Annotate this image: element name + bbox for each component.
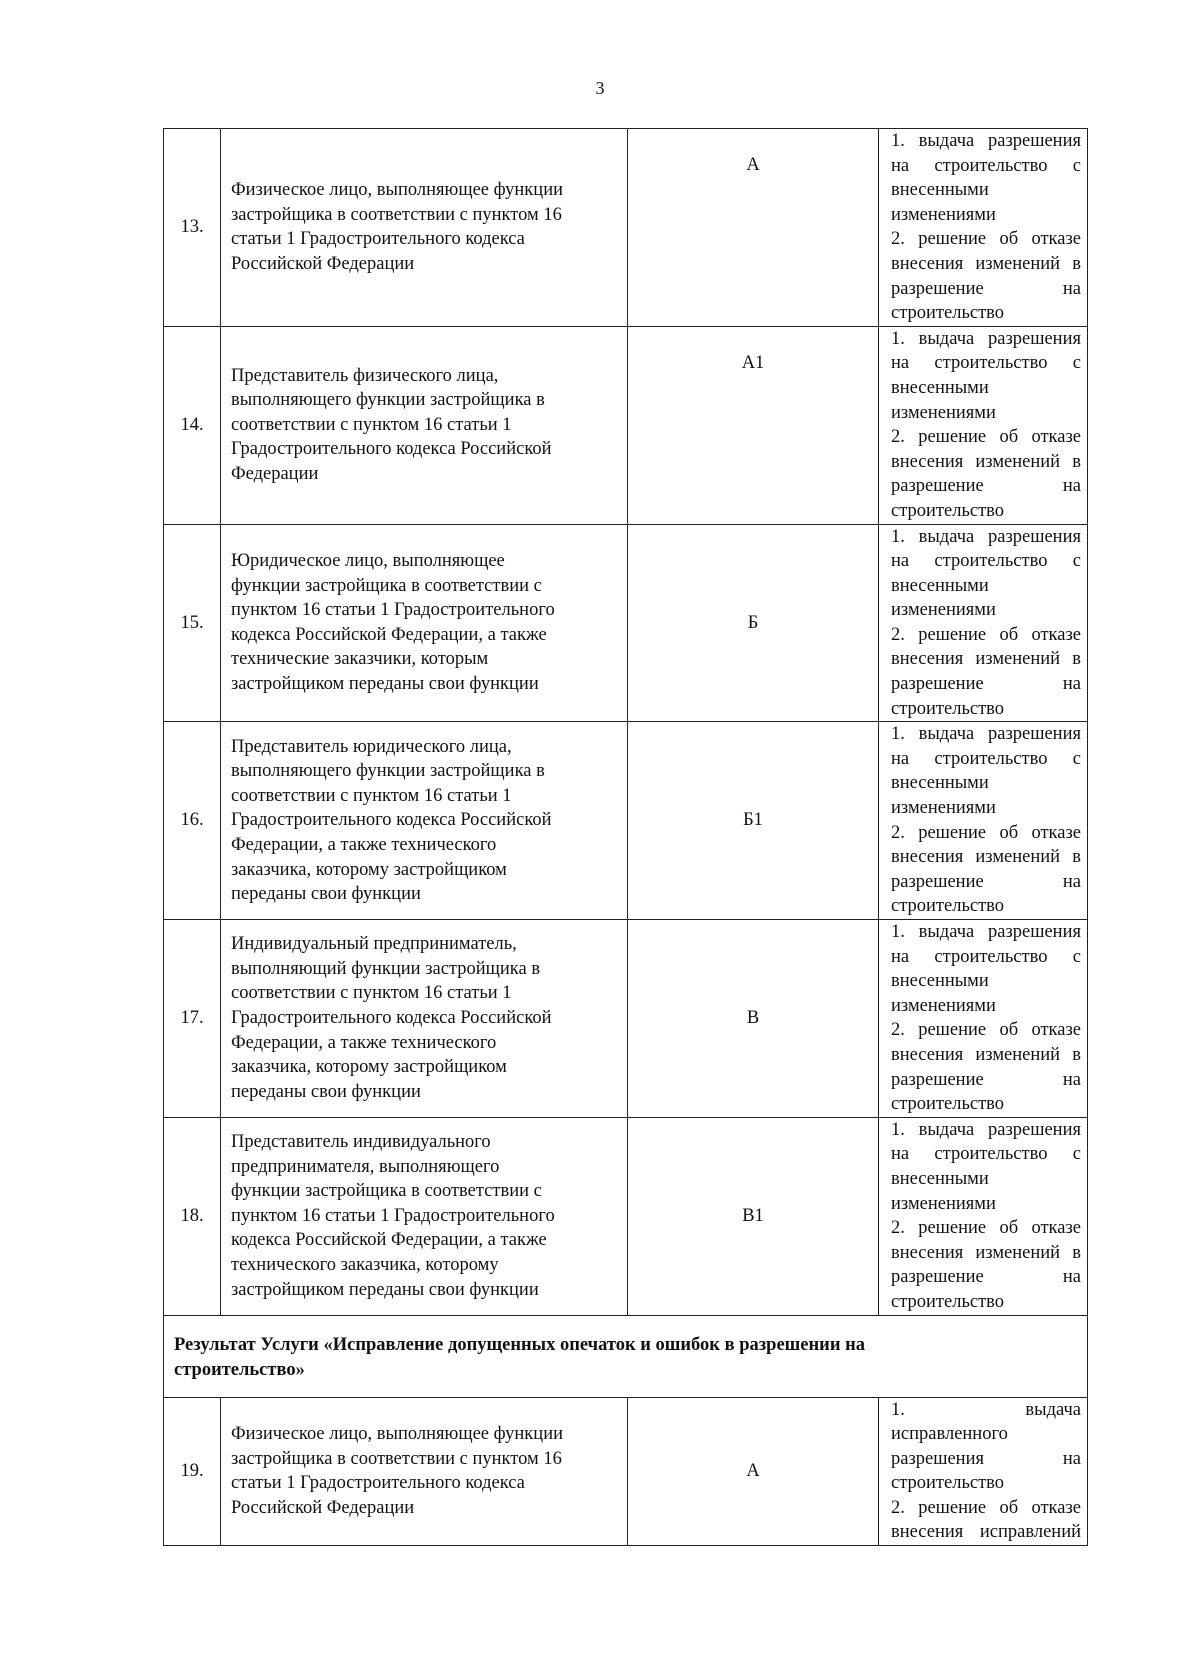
result-word: отказе — [1031, 624, 1081, 645]
result-word: разрешение — [891, 1069, 984, 1090]
row-number: 16. — [164, 722, 221, 920]
row-number: 17. — [164, 920, 221, 1118]
applicant-line: статьи 1 Градостроительного кодекса — [231, 1473, 525, 1494]
applicant-category — [221, 524, 628, 722]
result-line — [891, 1447, 1081, 1472]
result-line — [891, 969, 1081, 994]
result-word: отказе — [1031, 1020, 1081, 1041]
result-word: исправленного — [891, 1424, 1008, 1445]
result-line — [891, 252, 1081, 277]
result-word: строительство — [934, 551, 1048, 572]
applicant-line: функции застройщика в соответствии с — [231, 575, 542, 596]
table-row — [164, 722, 1088, 920]
row-number: 13. — [164, 129, 221, 327]
result-line — [891, 301, 1081, 326]
result-word: об — [999, 1218, 1019, 1239]
applicant-line: Российской Федерации — [231, 1497, 415, 1518]
result-word: разрешение — [891, 871, 984, 892]
table-row — [164, 1397, 1088, 1546]
result-word: внесенными — [891, 180, 989, 201]
section-heading — [164, 1315, 1088, 1397]
result-line — [891, 450, 1081, 475]
applicant-line: статьи 1 Градостроительного кодекса — [231, 229, 525, 250]
applicant-line: соответствии с пунктом 16 статьи 1 — [231, 983, 512, 1004]
result-word: на — [891, 155, 910, 176]
applicant-line: Представитель физического лица, — [231, 365, 499, 386]
result-word: в — [1072, 253, 1081, 274]
result-word: с — [1072, 946, 1081, 967]
applicant-line: соответствии с пунктом 16 статьи 1 — [231, 785, 512, 806]
result-word: внесения — [891, 649, 964, 670]
result-word: на — [1062, 1448, 1081, 1469]
result-line — [891, 203, 1081, 228]
variant-code: А1 — [628, 326, 879, 524]
result-word: решение — [918, 427, 987, 448]
result-word: изменениями — [891, 402, 996, 423]
result-line — [891, 1118, 1081, 1143]
result-word: внесения — [891, 253, 964, 274]
result-line — [891, 1422, 1081, 1447]
variant-code: А — [628, 129, 879, 327]
result-word: 2. — [891, 1218, 905, 1239]
section-heading-line: строительство» — [174, 1360, 305, 1380]
result-word: 1. — [891, 724, 905, 745]
result-word: на — [1062, 476, 1081, 497]
result-line — [891, 1398, 1081, 1423]
result-word: с — [1072, 551, 1081, 572]
applicant-line: кодекса Российской Федерации, а также — [231, 1230, 547, 1251]
result-line — [891, 821, 1081, 846]
result-word: внесенными — [891, 1168, 989, 1189]
result-word: изменений — [975, 847, 1061, 868]
result-word: в — [1072, 847, 1081, 868]
result-word: 1. — [891, 1399, 905, 1420]
applicant-line: предпринимателя, выполняющего — [231, 1156, 500, 1177]
result-word: об — [999, 624, 1019, 645]
result-word: внесенными — [891, 971, 989, 992]
result-line — [891, 425, 1081, 450]
section-heading-line: Результат Услуги «Исправление допущенных опечаток и ошибок в разрешении на — [174, 1335, 866, 1356]
result-description — [879, 920, 1088, 1118]
result-word: внесения — [891, 1242, 964, 1263]
applicant-line: переданы свои функции — [231, 1081, 421, 1102]
result-word: об — [999, 229, 1019, 250]
result-line — [891, 376, 1081, 401]
result-word: на — [891, 946, 910, 967]
applicant-line: Российской Федерации — [231, 253, 415, 274]
result-word: изменений — [975, 1242, 1061, 1263]
variant-code: В1 — [628, 1117, 879, 1315]
applicant-line: переданы свои функции — [231, 884, 421, 905]
result-word: строительство — [934, 155, 1048, 176]
result-word: разрешения — [891, 1448, 984, 1469]
result-word: исправлений — [979, 1522, 1081, 1543]
result-word: изменений — [975, 1044, 1061, 1065]
result-word: 2. — [891, 229, 905, 250]
result-word: выдача — [918, 328, 975, 349]
result-word: изменениями — [891, 1193, 996, 1214]
applicant-line: выполняющего функции застройщика в — [231, 761, 545, 782]
result-line — [891, 894, 1081, 919]
section-heading-row — [164, 1315, 1088, 1397]
result-word: внесенными — [891, 773, 989, 794]
result-word: выдача — [918, 131, 975, 151]
variant-code: В — [628, 920, 879, 1118]
result-description — [879, 129, 1088, 327]
applicant-line: соответствии с пунктом 16 статьи 1 — [231, 414, 512, 435]
result-description — [879, 1397, 1088, 1546]
result-line — [891, 1142, 1081, 1167]
result-word: разрешение — [891, 278, 984, 299]
result-word: решение — [918, 822, 987, 843]
result-line — [891, 920, 1081, 945]
applicant-line: технические заказчики, которым — [231, 649, 489, 670]
result-line — [891, 697, 1081, 722]
result-word: 1. — [891, 1119, 905, 1140]
result-word: изменениями — [891, 600, 996, 621]
result-description — [879, 722, 1088, 920]
applicant-line: технического заказчика, которому — [231, 1255, 499, 1276]
result-word: выдача — [918, 922, 975, 942]
result-line — [891, 623, 1081, 648]
result-line — [891, 474, 1081, 499]
result-word: решение — [918, 1020, 987, 1041]
result-word: об — [999, 1497, 1019, 1518]
result-word: 1. — [891, 922, 905, 942]
applicant-line: Федерации, а также технического — [231, 1032, 497, 1053]
result-line — [891, 1043, 1081, 1068]
result-word: строительство — [891, 1291, 1005, 1312]
applicant-line: кодекса Российской Федерации, а также — [231, 624, 547, 645]
applicant-line: Юридическое лицо, выполняющее — [231, 551, 505, 572]
result-word: внесения — [891, 451, 964, 472]
result-line — [891, 549, 1081, 574]
result-word: изменений — [975, 451, 1061, 472]
result-line — [891, 647, 1081, 672]
result-word: с — [1072, 1144, 1081, 1165]
result-word: внесенными — [891, 377, 989, 398]
result-line — [891, 747, 1081, 772]
applicant-line: застройщика в соответствии с пунктом 16 — [231, 1448, 562, 1469]
result-word: 2. — [891, 1497, 905, 1518]
result-line — [891, 672, 1081, 697]
result-word: на — [891, 1144, 910, 1165]
result-word: разрешение — [891, 674, 984, 695]
result-word: изменений — [975, 253, 1061, 274]
table-row — [164, 326, 1088, 524]
result-word: строительство — [891, 1473, 1005, 1494]
result-word: строительство — [934, 748, 1048, 769]
result-description — [879, 1117, 1088, 1315]
result-line — [891, 994, 1081, 1019]
result-line — [891, 574, 1081, 599]
applicant-line: Федерации, а также технического — [231, 834, 497, 855]
result-line — [891, 1496, 1081, 1521]
result-word: с — [1072, 155, 1081, 176]
row-number: 15. — [164, 524, 221, 722]
result-word: разрешения — [987, 131, 1081, 151]
result-word: выдача — [918, 1119, 975, 1140]
result-word: внесения — [891, 847, 964, 868]
result-line — [891, 129, 1081, 154]
table-row — [164, 1117, 1088, 1315]
result-word: отказе — [1031, 1218, 1081, 1239]
result-line — [891, 525, 1081, 550]
result-word: внесения — [891, 1044, 964, 1065]
result-word: на — [891, 551, 910, 572]
result-word: в — [1072, 649, 1081, 670]
result-line — [891, 796, 1081, 821]
result-word: на — [891, 353, 910, 374]
applicant-line: заказчика, которому застройщиком — [231, 1057, 507, 1078]
result-word: строительство — [891, 896, 1005, 917]
result-word: разрешение — [891, 476, 984, 497]
table-row — [164, 524, 1088, 722]
result-line — [891, 845, 1081, 870]
result-word: внесения — [891, 1522, 964, 1543]
variant-code: Б — [628, 524, 879, 722]
result-line — [891, 178, 1081, 203]
result-line — [891, 1092, 1081, 1117]
applicant-line: Физическое лицо, выполняющее функции — [231, 1424, 563, 1445]
result-word: 1. — [891, 131, 905, 151]
result-word: решение — [918, 1218, 987, 1239]
result-word: разрешения — [987, 1119, 1081, 1140]
result-word: выдача — [918, 526, 975, 547]
row-number: 14. — [164, 326, 221, 524]
applicant-line: Индивидуальный предприниматель, — [231, 934, 517, 955]
result-word: разрешения — [987, 922, 1081, 942]
result-word: строительство — [934, 946, 1048, 967]
applicant-category — [221, 920, 628, 1118]
result-line — [891, 1290, 1081, 1315]
results-table — [163, 128, 1088, 1546]
applicant-line: Федерации — [231, 464, 319, 485]
result-line — [891, 1471, 1081, 1496]
result-word: изменениями — [891, 798, 996, 819]
result-line — [891, 277, 1081, 302]
result-line — [891, 1216, 1081, 1241]
result-word: выдача — [918, 724, 975, 745]
table-row — [164, 129, 1088, 327]
result-line — [891, 401, 1081, 426]
applicant-line: застройщиком переданы свои функции — [231, 674, 539, 695]
applicant-category — [221, 722, 628, 920]
result-word: в — [1072, 1044, 1081, 1065]
result-word: строительство — [891, 1094, 1005, 1115]
variant-code: Б1 — [628, 722, 879, 920]
result-word: в — [1072, 1242, 1081, 1263]
result-line — [891, 1265, 1081, 1290]
applicant-line: Представитель юридического лица, — [231, 736, 512, 757]
result-word: на — [1062, 1069, 1081, 1090]
result-word: изменениями — [891, 995, 996, 1016]
applicant-category — [221, 1117, 628, 1315]
result-line — [891, 722, 1081, 747]
result-line — [891, 351, 1081, 376]
result-word: с — [1072, 748, 1081, 769]
variant-code: А — [628, 1397, 879, 1546]
result-word: отказе — [1031, 427, 1081, 448]
applicant-line: застройщиком переданы свои функции — [231, 1279, 539, 1300]
result-word: 2. — [891, 624, 905, 645]
result-word: на — [1062, 674, 1081, 695]
applicant-line: застройщика в соответствии с пунктом 16 — [231, 204, 562, 225]
applicant-line: Градостроительного кодекса Российской — [231, 1008, 552, 1029]
applicant-category — [221, 129, 628, 327]
applicant-line: функции застройщика в соответствии с — [231, 1181, 542, 1202]
applicant-line: выполняющего функции застройщика в — [231, 390, 545, 411]
result-word: решение — [918, 1497, 987, 1518]
result-word: изменениями — [891, 204, 996, 225]
result-word: на — [1062, 1267, 1081, 1288]
result-word: на — [891, 748, 910, 769]
result-word: изменений — [975, 649, 1061, 670]
applicant-line: Представитель индивидуального — [231, 1132, 491, 1153]
applicant-line: выполняющий функции застройщика в — [231, 958, 541, 979]
result-line — [891, 499, 1081, 524]
result-word: внесенными — [891, 575, 989, 596]
result-word: выдача — [1025, 1399, 1081, 1420]
result-word: об — [999, 1020, 1019, 1041]
row-number: 18. — [164, 1117, 221, 1315]
result-word: разрешение — [891, 1267, 984, 1288]
result-line — [891, 945, 1081, 970]
result-word: в — [1072, 451, 1081, 472]
result-line — [891, 1241, 1081, 1266]
result-word: 2. — [891, 1020, 905, 1041]
applicant-line: Градостроительного кодекса Российской — [231, 439, 552, 460]
result-line — [891, 1018, 1081, 1043]
table-row — [164, 920, 1088, 1118]
result-word: об — [999, 822, 1019, 843]
result-line — [891, 154, 1081, 179]
applicant-category — [221, 326, 628, 524]
result-word: строительство — [934, 1144, 1048, 1165]
result-line — [891, 598, 1081, 623]
result-line — [891, 1167, 1081, 1192]
result-line — [891, 1520, 1081, 1545]
row-number: 19. — [164, 1397, 221, 1546]
applicant-line: заказчика, которому застройщиком — [231, 859, 507, 880]
result-line — [891, 1192, 1081, 1217]
result-word: отказе — [1031, 1497, 1081, 1518]
result-word: отказе — [1031, 822, 1081, 843]
result-description — [879, 524, 1088, 722]
result-word: решение — [918, 229, 987, 250]
result-line — [891, 327, 1081, 352]
result-word: об — [999, 427, 1019, 448]
result-word: строительство — [934, 353, 1048, 374]
result-line — [891, 771, 1081, 796]
result-word: 2. — [891, 822, 905, 843]
result-word: строительство — [891, 500, 1005, 521]
result-word: 1. — [891, 526, 905, 547]
result-word: разрешения — [987, 526, 1081, 547]
result-word: решение — [918, 624, 987, 645]
applicant-line: Градостроительного кодекса Российской — [231, 810, 552, 831]
applicant-category — [221, 1397, 628, 1546]
result-word: строительство — [891, 698, 1005, 719]
result-line — [891, 1068, 1081, 1093]
result-word: 1. — [891, 328, 905, 349]
result-line — [891, 870, 1081, 895]
applicant-line: пунктом 16 статьи 1 Градостроительного — [231, 1205, 555, 1226]
results-table-body — [164, 129, 1088, 1546]
applicant-line: пунктом 16 статьи 1 Градостроительного — [231, 600, 555, 621]
result-word: отказе — [1031, 229, 1081, 250]
page-number: 3 — [595, 78, 605, 98]
result-word: 2. — [891, 427, 905, 448]
result-line — [891, 227, 1081, 252]
result-word: строительство — [891, 303, 1005, 324]
result-description — [879, 326, 1088, 524]
applicant-line: Физическое лицо, выполняющее функции — [231, 180, 563, 201]
result-word: разрешения — [987, 328, 1081, 349]
result-word: с — [1072, 353, 1081, 374]
result-word: на — [1062, 871, 1081, 892]
result-word: на — [1062, 278, 1081, 299]
result-word: разрешения — [987, 724, 1081, 745]
